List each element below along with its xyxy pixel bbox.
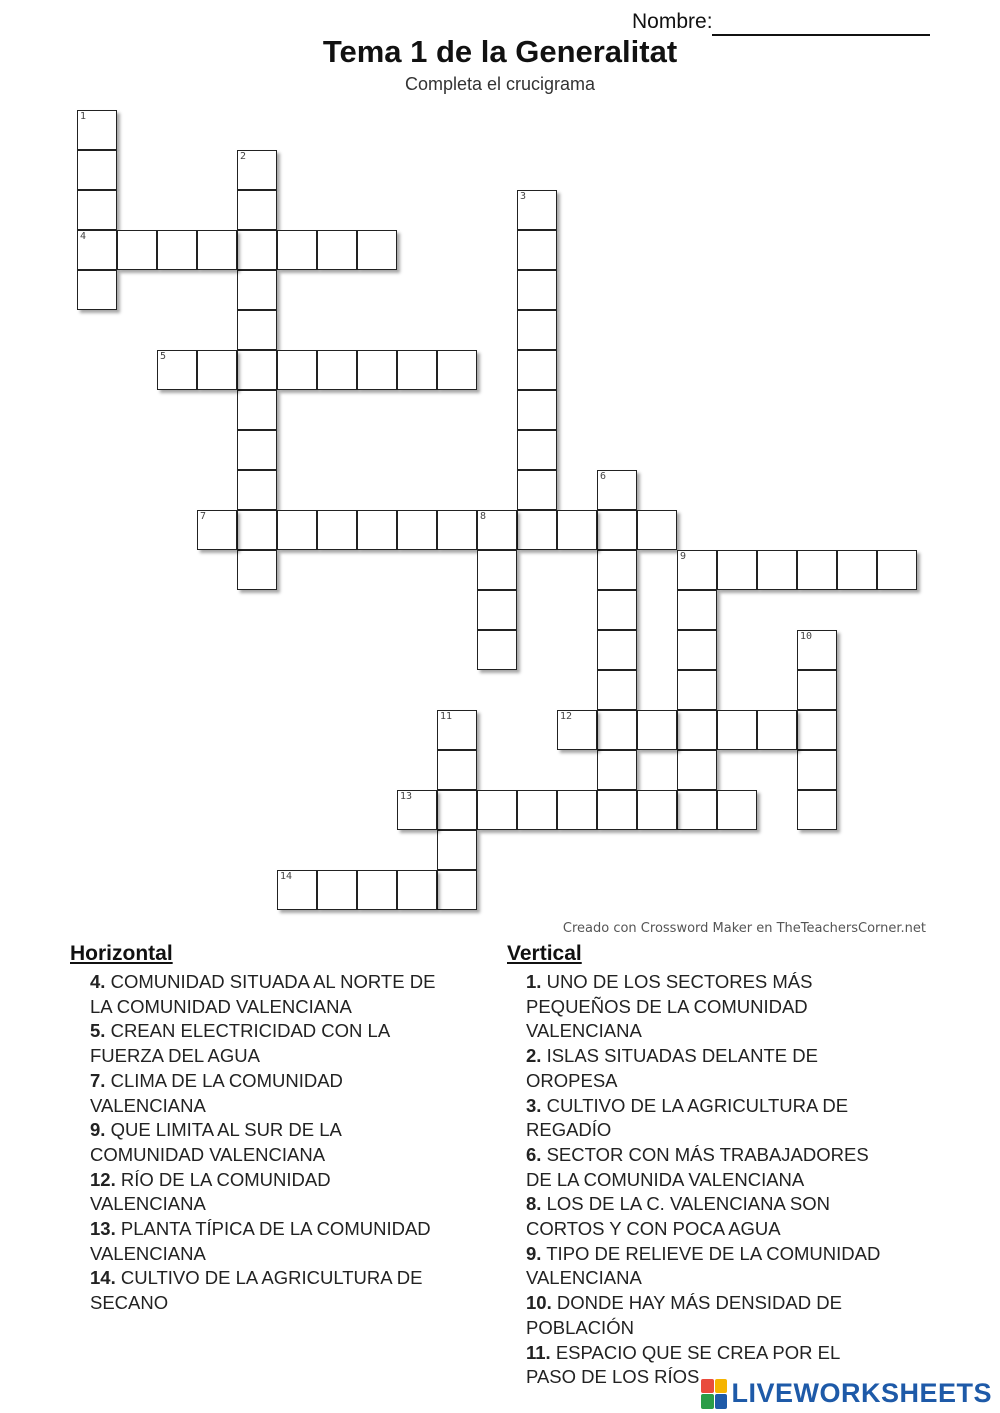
crossword-cell[interactable] xyxy=(517,430,557,470)
crossword-cell[interactable] xyxy=(557,510,597,550)
crossword-cell[interactable] xyxy=(437,350,477,390)
crossword-cell[interactable] xyxy=(797,630,837,670)
clue-number: 6 xyxy=(600,471,607,482)
crossword-cell[interactable] xyxy=(677,790,717,830)
crossword-cell[interactable] xyxy=(237,270,277,310)
crossword-cell[interactable] xyxy=(837,550,877,590)
clue-h4: 4. COMUNIDAD SITUADA AL NORTE DE LA COMUNIDAD VALENCIANA xyxy=(90,971,436,1017)
crossword-cell[interactable] xyxy=(237,510,277,550)
clue-h7: 7. CLIMA DE LA COMUNIDAD VALENCIANA xyxy=(90,1069,343,1116)
crossword-cell[interactable] xyxy=(517,270,557,310)
crossword-cell[interactable] xyxy=(717,790,757,830)
crossword-cell[interactable] xyxy=(477,630,517,670)
crossword-cell[interactable] xyxy=(397,870,437,910)
crossword-cell[interactable] xyxy=(597,670,637,710)
crossword-cell[interactable] xyxy=(77,230,117,270)
crossword-cell[interactable] xyxy=(637,790,677,830)
crossword-cell[interactable] xyxy=(597,750,637,790)
clue-number: 3 xyxy=(520,191,527,202)
crossword-cell[interactable] xyxy=(397,350,437,390)
crossword-cell[interactable] xyxy=(637,510,677,550)
brand-name: LIVEWORKSHEETS xyxy=(731,1378,992,1408)
clue-number: 7 xyxy=(200,511,207,522)
clue-number: 10 xyxy=(800,631,813,642)
clue-h5: 5. CREAN ELECTRICIDAD CON LA FUERZA DEL AGUA xyxy=(90,1020,391,1067)
crossword-cell[interactable] xyxy=(237,470,277,510)
clue-number: 4 xyxy=(80,231,87,242)
horizontal-clues xyxy=(90,970,490,1316)
crossword-cell[interactable] xyxy=(237,190,277,230)
clue-v3: 3. CULTIVO DE LA AGRICULTURA DE REGADÍO xyxy=(526,1094,849,1141)
crossword-cell[interactable] xyxy=(437,790,477,830)
crossword-cell[interactable] xyxy=(637,710,677,750)
crossword-cell[interactable] xyxy=(597,790,637,830)
crossword-cell[interactable] xyxy=(597,710,637,750)
crossword-cell[interactable] xyxy=(717,550,757,590)
clue-v11: 11. ESPACIO QUE SE CREA POR EL PASO DE LOS RÍOS xyxy=(526,1341,841,1388)
crossword-cell[interactable] xyxy=(677,590,717,630)
crossword-cell[interactable] xyxy=(517,470,557,510)
crossword-cell[interactable] xyxy=(677,710,717,750)
crossword-cell[interactable] xyxy=(357,510,397,550)
clue-number: 11 xyxy=(440,711,453,722)
crossword-cell[interactable] xyxy=(757,550,797,590)
crossword-cell[interactable] xyxy=(597,630,637,670)
clue-number: 2 xyxy=(240,151,247,162)
crossword-cell[interactable] xyxy=(597,590,637,630)
crossword-cell[interactable] xyxy=(77,190,117,230)
crossword-cell[interactable] xyxy=(437,510,477,550)
crossword-cell[interactable] xyxy=(477,510,517,550)
crossword-cell[interactable] xyxy=(397,510,437,550)
clue-v10: 10. DONDE HAY MÁS DENSIDAD DE POBLACIÓN xyxy=(526,1292,842,1338)
crossword-cell[interactable] xyxy=(317,510,357,550)
crossword-cell[interactable] xyxy=(397,790,437,830)
crossword-cell[interactable] xyxy=(357,350,397,390)
crossword-cell[interactable] xyxy=(317,870,357,910)
crossword-cell[interactable] xyxy=(357,230,397,270)
crossword-cell[interactable] xyxy=(757,710,797,750)
crossword-cell[interactable] xyxy=(677,630,717,670)
crossword-cell[interactable] xyxy=(197,510,237,550)
liveworksheets-logo xyxy=(701,1378,992,1409)
crossword-cell[interactable] xyxy=(517,190,557,230)
clue-number: 12 xyxy=(560,711,573,722)
crossword-cell[interactable] xyxy=(477,790,517,830)
page-title: Tema 1 de la Generalitat xyxy=(322,34,678,69)
liveworksheets-icon xyxy=(701,1379,727,1409)
crossword-cell[interactable] xyxy=(517,390,557,430)
crossword-cell[interactable] xyxy=(517,510,557,550)
crossword-cell[interactable] xyxy=(677,550,717,590)
crossword-cell[interactable] xyxy=(597,510,637,550)
crossword-cell[interactable] xyxy=(477,550,517,590)
crossword-cell[interactable] xyxy=(157,230,197,270)
crossword-cell[interactable] xyxy=(277,230,317,270)
crossword-cell[interactable] xyxy=(717,710,757,750)
vertical-heading: Vertical xyxy=(507,942,582,965)
crossword-cell[interactable] xyxy=(437,870,477,910)
clue-h14: 14. CULTIVO DE LA AGRICULTURA DE SECANO xyxy=(90,1267,423,1314)
name-label: Nombre: xyxy=(632,10,713,33)
crossword-cell[interactable] xyxy=(317,350,357,390)
crossword-cell[interactable] xyxy=(237,230,277,270)
clue-number: 5 xyxy=(160,351,167,362)
clue-number: 13 xyxy=(400,791,413,802)
crossword-cell[interactable] xyxy=(437,830,477,870)
crossword-cell[interactable] xyxy=(237,390,277,430)
clue-number: 14 xyxy=(280,871,293,882)
crossword-cell[interactable] xyxy=(237,350,277,390)
clue-v9: 9. TIPO DE RELIEVE DE LA COMUNIDAD VALENCIANA xyxy=(526,1242,881,1289)
credit-text: Creado con Crossword Maker en TheTeachersCorner.net xyxy=(562,921,926,936)
crossword-cell[interactable] xyxy=(237,550,277,590)
clue-h12: 12. RÍO DE LA COMUNIDAD VALENCIANA xyxy=(90,1168,331,1215)
crossword-cell[interactable] xyxy=(77,110,117,150)
crossword-cell[interactable] xyxy=(277,870,317,910)
crossword-cell[interactable] xyxy=(797,710,837,750)
crossword-cell[interactable] xyxy=(437,710,477,750)
clue-number: 9 xyxy=(680,551,687,562)
crossword-cell[interactable] xyxy=(77,150,117,190)
page-subtitle: Completa el crucigrama xyxy=(404,74,596,94)
crossword-cell[interactable] xyxy=(797,550,837,590)
clue-h9: 9. QUE LIMITA AL SUR DE LA COMUNIDAD VALENCIANA xyxy=(90,1119,342,1165)
crossword-cell[interactable] xyxy=(677,750,717,790)
horizontal-heading: Horizontal xyxy=(70,942,173,965)
crossword-cell[interactable] xyxy=(677,670,717,710)
crossword-cell[interactable] xyxy=(557,710,597,750)
crossword-cell[interactable] xyxy=(517,350,557,390)
clue-number: 1 xyxy=(80,111,87,122)
crossword-cell[interactable] xyxy=(237,150,277,190)
crossword-cell[interactable] xyxy=(557,790,597,830)
clue-v1: 1. UNO DE LOS SECTORES MÁS PEQUEÑOS DE LA COMUNIDAD VALENCIANA xyxy=(526,971,813,1042)
crossword-cell[interactable] xyxy=(517,790,557,830)
clue-v8: 8. LOS DE LA C. VALENCIANA SON CORTOS Y CON POCA AGUA xyxy=(526,1193,831,1240)
crossword-cell[interactable] xyxy=(197,350,237,390)
crossword-cell[interactable] xyxy=(157,350,197,390)
crossword-cell[interactable] xyxy=(237,310,277,350)
clue-v2: 2. ISLAS SITUADAS DELANTE DE OROPESA xyxy=(526,1045,818,1091)
crossword-cell[interactable] xyxy=(197,230,237,270)
crossword-cell[interactable] xyxy=(237,430,277,470)
clue-v6: 6. SECTOR CON MÁS TRABAJADORES DE LA COMUNIDA VALENCIANA xyxy=(526,1143,869,1190)
crossword-cell[interactable] xyxy=(877,550,917,590)
crossword-cell[interactable] xyxy=(517,310,557,350)
crossword-cell[interactable] xyxy=(517,230,557,270)
crossword-cell[interactable] xyxy=(277,510,317,550)
crossword-cell[interactable] xyxy=(357,870,397,910)
crossword-cell[interactable] xyxy=(797,790,837,830)
clue-number: 8 xyxy=(480,511,487,522)
crossword-cell[interactable] xyxy=(597,550,637,590)
crossword-cell[interactable] xyxy=(117,230,157,270)
crossword-cell[interactable] xyxy=(797,670,837,710)
crossword-cell[interactable] xyxy=(277,350,317,390)
crossword-cell[interactable] xyxy=(797,750,837,790)
crossword-cell[interactable] xyxy=(597,470,637,510)
clue-h13: 13. PLANTA TÍPICA DE LA COMUNIDAD VALENCIANA xyxy=(90,1218,431,1264)
crossword-cell[interactable] xyxy=(77,270,117,310)
crossword-cell[interactable] xyxy=(317,230,357,270)
crossword-cell[interactable] xyxy=(437,750,477,790)
vertical-clues xyxy=(526,970,946,1390)
crossword-cell[interactable] xyxy=(477,590,517,630)
